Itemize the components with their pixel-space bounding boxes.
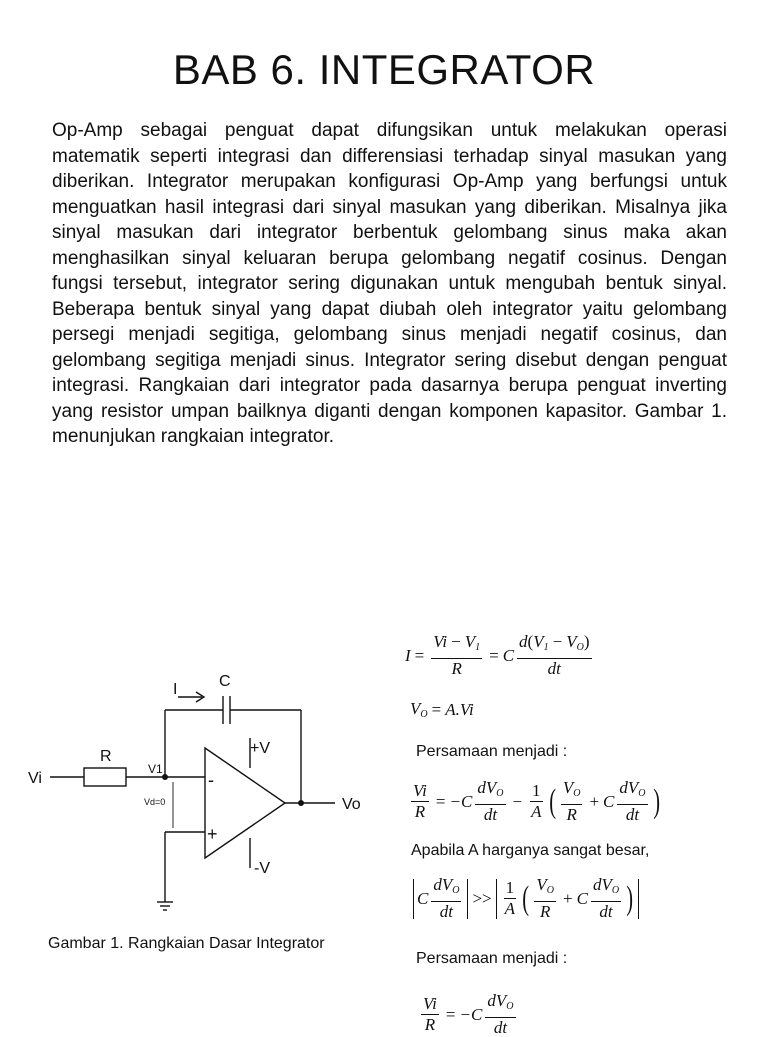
figure-caption: Gambar 1. Rangkaian Dasar Integrator	[48, 935, 325, 952]
text-apabila: Apabila A harganya sangat besar,	[411, 842, 650, 859]
label-non-inverting: +	[207, 824, 218, 844]
label-vi: Vi	[28, 770, 42, 787]
label-vo: Vo	[342, 796, 361, 813]
node-v1	[162, 774, 168, 780]
equation-result: $\frac{Vi}{R}$ = − C $\frac{dV_O}{dt}$	[423, 991, 514, 1037]
resistor	[84, 768, 126, 786]
text-persamaan-menjadi-1: Persamaan menjadi :	[416, 743, 568, 760]
label-i: I	[173, 681, 178, 698]
label-neg-supply: -V	[254, 860, 270, 877]
label-inverting: -	[208, 770, 214, 790]
intro-paragraph: Op-Amp sebagai penguat dapat difungsikan untuk melakukan operasi matematik seperti integrasi dan differensiasi terhadap sinyal masukan yang diberikan. Integrator merupakan konfigurasi Op-Amp yang berfungsi untuk menguatkan hasil integrasi dari sinyal masukan yang diberikan. Misalnya jika sinyal masukan dari integrator berbentuk gelombang sinus maka akan menghasilkan sinyal keluaran berupa gelombang negatif cosinus. Dengan fungsi tersebut, integrator sering digunakan untuk mengubah bentuk sinyal. Beberapa bentuk sinyal yang dapat diubah oleh integrator yaitu gelombang persegi menjadi segitiga, gelombang sinus menjadi negatif cosinus, dan gelombang segitiga menjadi sinus. Integrator sering disebut dengan penguat integrasi. Rangkaian dari integrator pada dasarnya berupa penguat inverting yang resistor umpan bailknya diganti dengan komponen kapasitor. Gambar 1. menunjukan rangkaian integrator.	[52, 120, 727, 447]
node-output	[298, 800, 304, 806]
label-v1: V1	[148, 762, 163, 776]
label-r: R	[100, 748, 112, 765]
page-title: BAB 6. INTEGRATOR	[172, 46, 596, 93]
equation-current: I = $\frac{Vi - V_1}{R}$ = C $\frac{d(V_1 - V_O)}{dt}$	[405, 632, 590, 678]
equation-expanded: $\frac{Vi}{R}$ = − C $\frac{dV_O}{dt}$ − $\frac{1}{A}$ ( $\frac{V_O}{R}$ + C $\frac{dV_O}{dt}$ )	[413, 778, 660, 824]
label-pos-supply: +V	[250, 740, 271, 757]
equation-inequality: C $\frac{dV_O}{dt}$ >> $\frac{1}{A}$ ( $\frac{V_O}{R}$ + C $\frac{dV_O}{dt}$ )	[410, 876, 642, 921]
label-c: C	[219, 673, 231, 690]
equation-gain: $V_O$ = A.Vi	[410, 699, 474, 720]
integrator-circuit-diagram	[20, 660, 380, 930]
label-vd: Vd=0	[144, 797, 166, 807]
text-persamaan-menjadi-2: Persamaan menjadi :	[416, 950, 568, 967]
